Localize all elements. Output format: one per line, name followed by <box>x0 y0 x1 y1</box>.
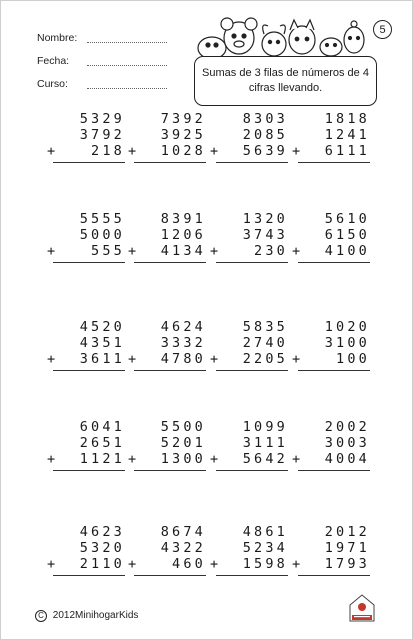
addend-2: 1241 <box>324 127 370 143</box>
addend-3: 2205 <box>242 351 288 367</box>
plus-sign: + <box>292 351 301 367</box>
date-label: Fecha: <box>37 55 70 67</box>
addition-problem <box>292 320 374 384</box>
sum-line <box>298 162 370 163</box>
course-label: Curso: <box>37 78 68 90</box>
addend-2: 5201 <box>160 435 206 451</box>
plus-sign: + <box>47 351 56 367</box>
addend-1: 4520 <box>79 319 125 335</box>
addend-2: 3111 <box>242 435 288 451</box>
copyright-footer <box>35 610 138 622</box>
addition-problem <box>292 420 374 484</box>
addition-problem <box>128 112 210 176</box>
sum-line <box>53 262 125 263</box>
addend-1: 1818 <box>324 111 370 127</box>
addend-3: 4134 <box>160 243 206 259</box>
sum-line <box>298 262 370 263</box>
sum-line <box>53 470 125 471</box>
addition-problem <box>47 320 129 384</box>
sum-line <box>53 162 125 163</box>
date-field[interactable] <box>37 55 69 67</box>
addend-1: 5555 <box>79 211 125 227</box>
sum-line <box>134 575 206 576</box>
addend-2: 1206 <box>160 227 206 243</box>
addend-2: 3925 <box>160 127 206 143</box>
name-line[interactable] <box>87 42 167 43</box>
addend-1: 7392 <box>160 111 206 127</box>
addend-3: 1793 <box>324 556 370 572</box>
plus-sign: + <box>47 243 56 259</box>
addend-3: 218 <box>91 143 125 159</box>
addend-1: 5500 <box>160 419 206 435</box>
addend-2: 1971 <box>324 540 370 556</box>
plus-sign: + <box>128 143 137 159</box>
worksheet-title: Sumas de 3 filas de números de 4 cifras llevando. <box>202 67 369 94</box>
addend-1: 8391 <box>160 211 206 227</box>
addend-3: 100 <box>336 351 370 367</box>
addition-problem <box>47 420 129 484</box>
addition-problem <box>210 525 292 589</box>
addend-3: 3611 <box>79 351 125 367</box>
worksheet-title-box <box>194 56 377 106</box>
addend-2: 3743 <box>242 227 288 243</box>
addend-3: 6111 <box>324 143 370 159</box>
addend-2: 2085 <box>242 127 288 143</box>
addend-3: 1121 <box>79 451 125 467</box>
sum-line <box>216 162 288 163</box>
addend-3: 1300 <box>160 451 206 467</box>
plus-sign: + <box>128 243 137 259</box>
sum-line <box>216 262 288 263</box>
addend-1: 8674 <box>160 524 206 540</box>
problem-row <box>47 420 377 484</box>
addend-2: 5320 <box>79 540 125 556</box>
addition-problem <box>210 112 292 176</box>
sum-line <box>298 575 370 576</box>
addend-1: 1099 <box>242 419 288 435</box>
name-field[interactable] <box>37 32 77 44</box>
addition-problem <box>210 320 292 384</box>
plus-sign: + <box>128 351 137 367</box>
addend-1: 8303 <box>242 111 288 127</box>
addend-2: 2740 <box>242 335 288 351</box>
plus-sign: + <box>210 556 219 572</box>
minihogar-logo-icon <box>346 591 378 625</box>
sum-line <box>298 470 370 471</box>
plus-sign: + <box>210 351 219 367</box>
addition-problem <box>128 320 210 384</box>
addend-1: 1020 <box>324 319 370 335</box>
addend-3: 555 <box>91 243 125 259</box>
addition-problem <box>128 420 210 484</box>
addend-1: 4861 <box>242 524 288 540</box>
addition-problem <box>47 212 129 276</box>
sum-line <box>134 262 206 263</box>
plus-sign: + <box>128 556 137 572</box>
addition-problem <box>128 525 210 589</box>
addition-problem <box>210 212 292 276</box>
date-line[interactable] <box>87 65 167 66</box>
plus-sign: + <box>292 451 301 467</box>
plus-sign: + <box>47 451 56 467</box>
addend-1: 4624 <box>160 319 206 335</box>
addend-1: 4623 <box>79 524 125 540</box>
addend-1: 5329 <box>79 111 125 127</box>
plus-sign: + <box>47 143 56 159</box>
plus-sign: + <box>47 556 56 572</box>
addend-1: 5835 <box>242 319 288 335</box>
plus-sign: + <box>292 556 301 572</box>
sum-line <box>134 370 206 371</box>
addend-3: 230 <box>254 243 288 259</box>
addend-1: 1320 <box>242 211 288 227</box>
copyright-text: 2012MinihogarKids <box>52 610 139 621</box>
addend-3: 4004 <box>324 451 370 467</box>
addend-3: 2110 <box>79 556 125 572</box>
name-label: Nombre: <box>37 32 78 44</box>
addition-problem <box>292 525 374 589</box>
sum-line <box>298 370 370 371</box>
problem-row <box>47 212 377 276</box>
addend-3: 1598 <box>242 556 288 572</box>
sum-line <box>53 575 125 576</box>
course-field[interactable] <box>37 78 68 90</box>
problem-row <box>47 525 377 589</box>
addend-2: 3003 <box>324 435 370 451</box>
addend-2: 5000 <box>79 227 125 243</box>
addend-2: 4322 <box>160 540 206 556</box>
addend-3: 5639 <box>242 143 288 159</box>
addend-2: 3100 <box>324 335 370 351</box>
sum-line <box>216 575 288 576</box>
addition-problem <box>47 525 129 589</box>
cartoon-animals-illustration <box>194 14 370 62</box>
addend-3: 4100 <box>324 243 370 259</box>
addend-2: 3792 <box>79 127 125 143</box>
sum-line <box>134 470 206 471</box>
sheet-number-badge: 5 <box>373 20 392 39</box>
addend-1: 6041 <box>79 419 125 435</box>
addend-3: 1028 <box>160 143 206 159</box>
addend-2: 3332 <box>160 335 206 351</box>
addend-1: 2012 <box>324 524 370 540</box>
addend-3: 4780 <box>160 351 206 367</box>
addend-1: 5610 <box>324 211 370 227</box>
plus-sign: + <box>210 243 219 259</box>
addition-problem <box>292 212 374 276</box>
plus-sign: + <box>128 451 137 467</box>
sum-line <box>216 370 288 371</box>
problem-row <box>47 112 377 176</box>
addend-2: 2651 <box>79 435 125 451</box>
course-line[interactable] <box>87 88 167 89</box>
sum-line <box>134 162 206 163</box>
addend-2: 4351 <box>79 335 125 351</box>
addend-1: 2002 <box>324 419 370 435</box>
addition-problem <box>210 420 292 484</box>
addend-3: 5642 <box>242 451 288 467</box>
plus-sign: + <box>292 143 301 159</box>
plus-sign: + <box>210 143 219 159</box>
copyright-icon: C <box>35 610 47 622</box>
addition-problem <box>292 112 374 176</box>
sum-line <box>53 370 125 371</box>
addition-problem <box>128 212 210 276</box>
addend-2: 5234 <box>242 540 288 556</box>
addend-2: 6150 <box>324 227 370 243</box>
plus-sign: + <box>210 451 219 467</box>
addend-3: 460 <box>172 556 206 572</box>
plus-sign: + <box>292 243 301 259</box>
problem-row <box>47 320 377 384</box>
addition-problem <box>47 112 129 176</box>
sum-line <box>216 470 288 471</box>
